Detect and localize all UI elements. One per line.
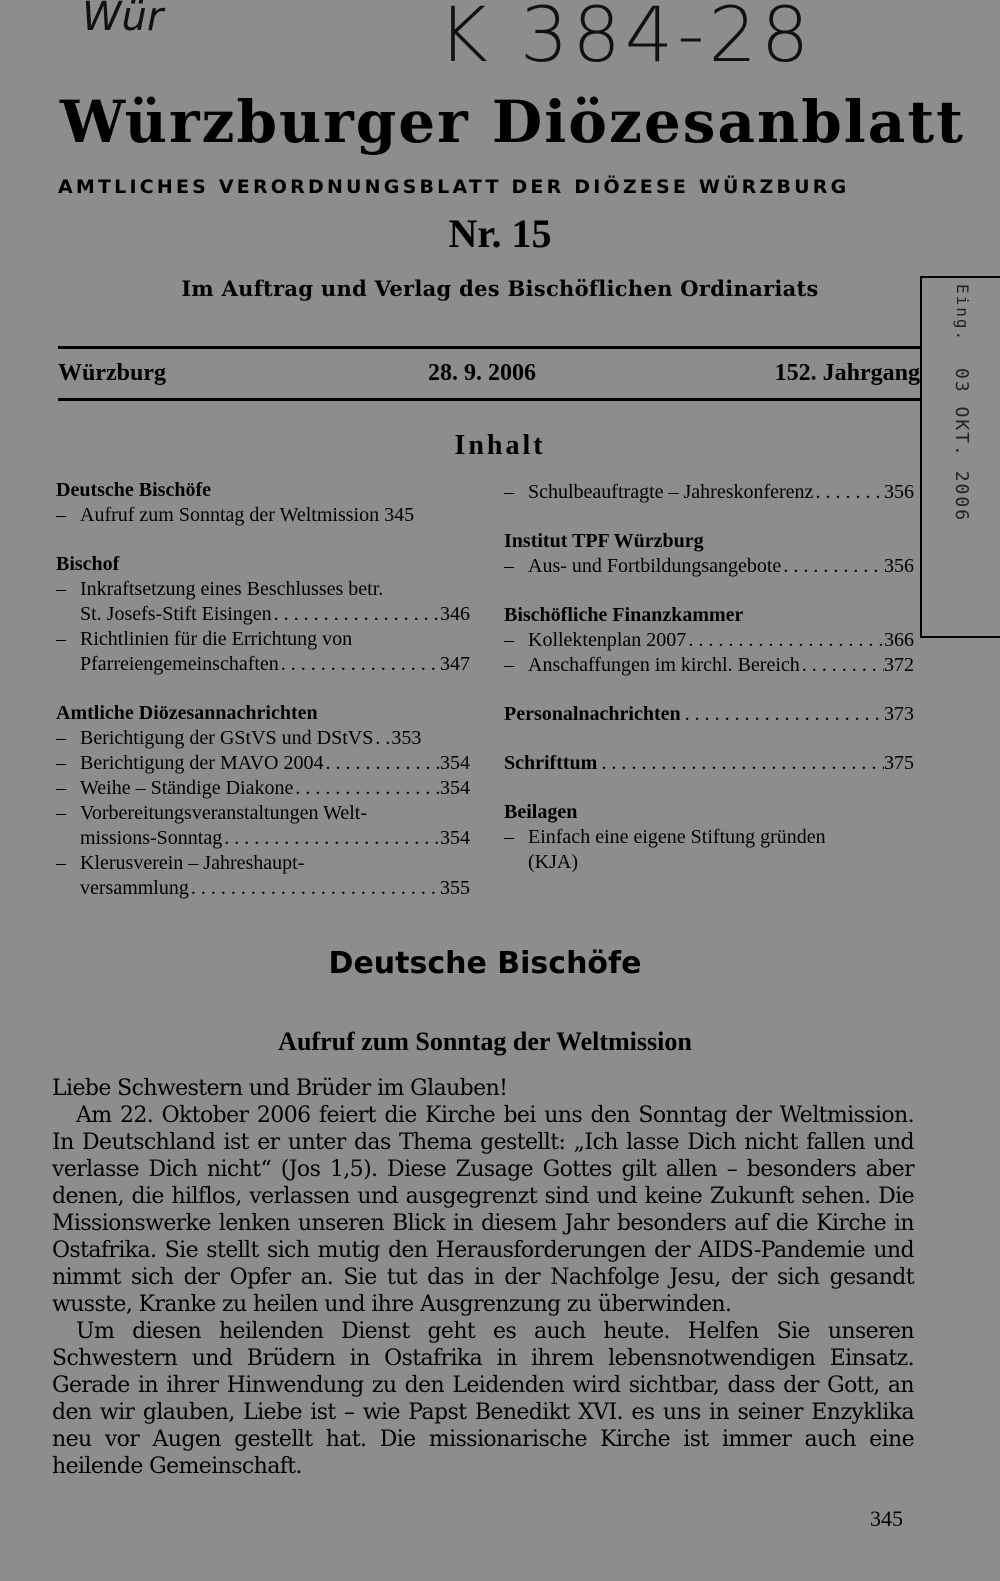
- toc-entry: – Aufruf zum Sonntag der Weltmission 345: [56, 504, 415, 526]
- toc-entry: – Berichtigung der GStVS und DStVS . . . 353: [56, 726, 470, 751]
- bottom-rule: [58, 398, 920, 401]
- page-number: 345: [870, 1506, 903, 1531]
- toc-section-heading: Deutsche Bischöfe: [56, 479, 211, 501]
- toc-entry: – Einfach eine eigene Stiftung gründen (KJA): [504, 826, 826, 873]
- toc-entry: – Berichtigung der MAVO 2004 . . . 354: [56, 751, 470, 776]
- publisher-line: Im Auftrag und Verlag des Bischöflichen Ordinariats: [181, 276, 819, 301]
- issue-number: Nr. 15: [448, 211, 552, 256]
- toc-heading: Inhalt: [454, 430, 546, 461]
- toc-entry: – Klerusverein – Jahreshaupt- versammlung . . . 355: [56, 851, 470, 901]
- dateline-volume: 152. Jahrgang: [774, 360, 920, 386]
- dateline-place: Würzburg: [58, 360, 166, 386]
- masthead-subtitle: AMTLICHES VERORDNUNGSBLATT DER DIÖZESE WÜRZBURG: [58, 176, 850, 198]
- top-rule: [58, 346, 920, 349]
- paragraph: Am 22. Oktober 2006 feiert die Kirche bei uns den Sonntag der Weltmission. In Deutschland ist er unter das Thema gestellt: „Ich lasse Dich nicht fallen und verlasse Dich nicht“ (Jos 1,5). Diese Zusage Gottes gilt allen – besonders aber denen, die hilflos, verlassen und ausgegrenzt sind und keine Zukunft sehen. Die Missionswerke lenken unseren Blick in diesem Jahr besonders auf die Kirche in Ostafrika. Sie stellt sich mutig den Herausforderungen der AIDS-Pandemie und nimmt sich der Opfer an. Sie tut das in der Nachfolge Jesu, der sich gesandt wusste, Kranke zu heilen und ihre Ausgrenzung zu überwinden.: [52, 1103, 914, 1317]
- toc-section-heading: Institut TPF Würzburg: [504, 530, 704, 552]
- toc-section-heading: Bischof: [56, 553, 120, 575]
- toc-entry: – Kollektenplan 2007 . . . 366: [504, 628, 914, 653]
- toc-entry: – Anschaffungen im kirchl. Bereich . . . 372: [504, 653, 914, 678]
- toc-section-heading: Amtliche Diözesannachrichten: [56, 702, 318, 724]
- toc-entry: – Aus- und Fortbildungsangebote . . . 356: [504, 554, 914, 579]
- stamp-received-label: Eing.: [953, 284, 972, 343]
- paragraph: Um diesen heilenden Dienst geht es auch heute. Helfen Sie unseren Schwestern und Brüdern in Ostafrika in ihrem lebensnotwendigen Einsatz. Gerade in ihrer Hinwendung zu den Leidenden wird sichtbar, dass der Gott, an den wir glauben, Liebe ist – wie Papst Benedikt XVI. es uns in seiner Enzyklika neu vor Augen gestellt hat. Die missionarische Kirche ist immer auch eine heilende Gemeinschaft.: [52, 1319, 914, 1479]
- toc-section-entry: Personalnachrichten . . . 373: [504, 702, 914, 727]
- handwritten-signature-code: K 384-28: [438, 0, 814, 79]
- masthead-title: Würzburger Diözesanblatt: [60, 88, 965, 156]
- section-title: Deutsche Bischöfe: [328, 946, 642, 981]
- dateline: [58, 360, 920, 394]
- toc-left-column: [56, 478, 470, 901]
- article-body: [52, 1075, 914, 1480]
- toc-entry: – Schulbeauftragte – Jahreskonferenz . . . 356: [504, 480, 914, 505]
- toc-section-heading: Beilagen: [504, 801, 578, 823]
- toc-section-heading: Bischöfliche Finanzkammer: [504, 604, 744, 626]
- toc-entry: – Inkraftsetzung eines Beschlusses betr. St. Josefs-Stift Eisingen . . . 346: [56, 577, 470, 627]
- handwritten-initials: Wür: [82, 0, 164, 40]
- toc-entry: – Vorbereitungsveranstaltungen Welt- missions-Sonntag . . . 354: [56, 801, 470, 851]
- stamp-date: 03 OKT. 2006: [951, 368, 972, 523]
- dateline-date: 28. 9. 2006: [428, 360, 536, 386]
- toc-entry: – Richtlinien für die Errichtung von Pfarreiengemeinschaften . . . 347: [56, 627, 470, 677]
- toc-right-column: [504, 480, 914, 875]
- article-title: Aufruf zum Sonntag der Weltmission: [278, 1027, 692, 1056]
- toc-section-entry: Schrifttum . . . 375: [504, 751, 914, 776]
- salutation: Liebe Schwestern und Brüder im Glauben!: [52, 1076, 508, 1101]
- toc-entry: – Weihe – Ständige Diakone . . . 354: [56, 776, 470, 801]
